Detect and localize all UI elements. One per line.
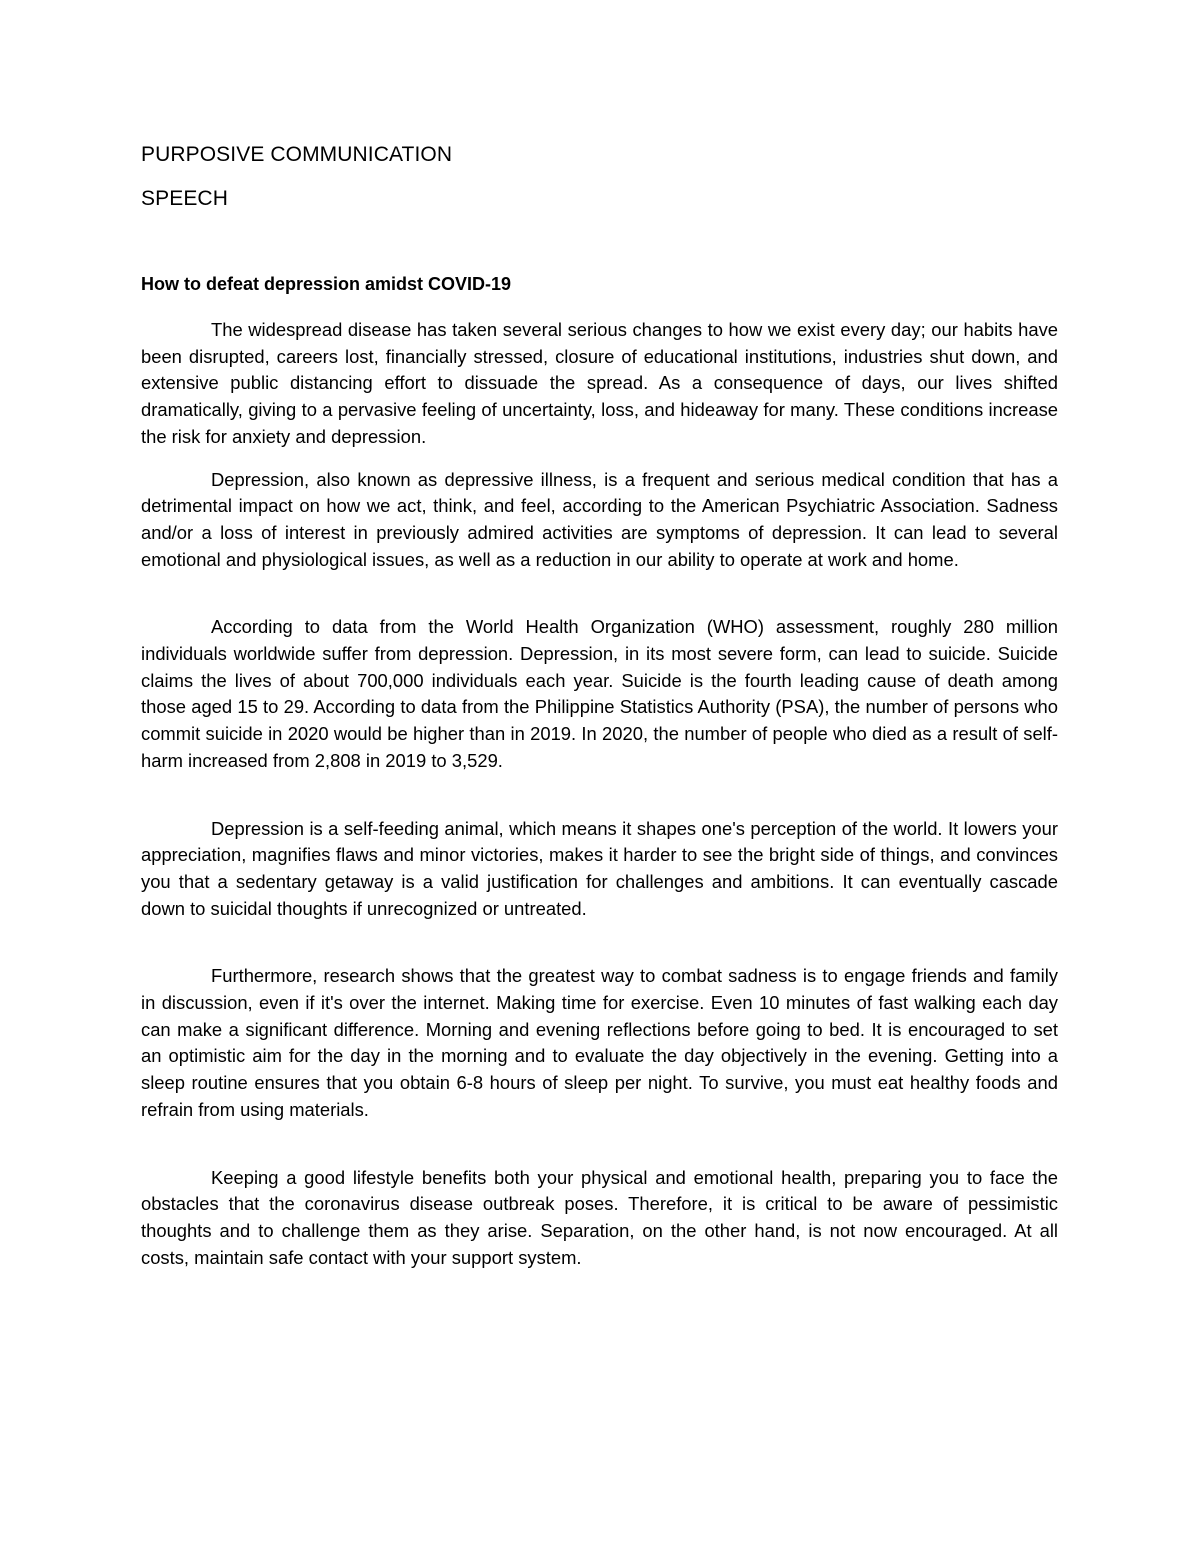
paragraph-3: According to data from the World Health Organization (WHO) assessment, roughly 280 million individuals worldwide suffer from depression. Depression, in its most severe form, can lead to suicide. Suicide claims the lives of about 700,000 individuals each year. Suicide is the fourth leading cause of death among those aged 15 to 29. According to data from the Philippine Statistics Authority (PSA), the number of persons who commit suicide in 2020 would be higher than in 2019. In 2020, the number of people who died as a result of self-harm increased from 2,808 in 2019 to 3,529. (141, 616, 1058, 771)
paragraph-4: Depression is a self-feeding animal, which means it shapes one's perception of the world. It lowers your appreciation, magnifies flaws and minor victories, makes it harder to see the bright side of things, and convinces you that a sedentary getaway is a valid justification for challenges and ambitions. It can eventually cascade down to suicidal thoughts if unrecognized or untreated. (141, 817, 1058, 919)
paragraph-5: Furthermore, research shows that the greatest way to combat sadness is to engage friends and family in discussion, even if it's over the internet. Making time for exercise. Even 10 minutes of fast walking each day can make a significant difference. Morning and evening reflections before going to bed. It is encouraged to set an optimistic aim for the day in the morning and to evaluate the day objectively in the evening. Getting into a sleep routine ensures that you obtain 6-8 hours of sleep per night. To survive, you must eat healthy foods and refrain from using materials. (141, 965, 1058, 1120)
course-heading: PURPOSIVE COMMUNICATION (141, 143, 453, 166)
paragraph-6: Keeping a good lifestyle benefits both your physical and emotional health, preparing you to face the obstacles that the coronavirus disease outbreak poses. Therefore, it is critical to be aware of pessimistic thoughts and to challenge them as they arise. Separation, on the other hand, is not now encouraged. At all costs, maintain safe contact with your support system. (141, 1166, 1058, 1268)
speech-title: How to defeat depression amidst COVID-19 (141, 274, 512, 294)
document-body (141, 141, 1058, 1271)
document-type-heading: SPEECH (141, 187, 228, 210)
paragraph-1: The widespread disease has taken several serious changes to how we exist every day; our habits have been disrupted, careers lost, financially stressed, closure of educational institutions, industries shut down, and extensive public distancing effort to dissuade the spread. As a consequence of days, our lives shifted dramatically, giving to a pervasive feeling of uncertainty, loss, and hideaway for many. These conditions increase the risk for anxiety and depression. (141, 319, 1058, 447)
paragraph-2: Depression, also known as depressive illness, is a frequent and serious medical condition that has a detrimental impact on how we act, think, and feel, according to the American Psychiatric Association. Sadness and/or a loss of interest in previously admired activities are symptoms of depression. It can lead to several emotional and physiological issues, as well as a reduction in our ability to operate at work and home. (141, 468, 1058, 570)
